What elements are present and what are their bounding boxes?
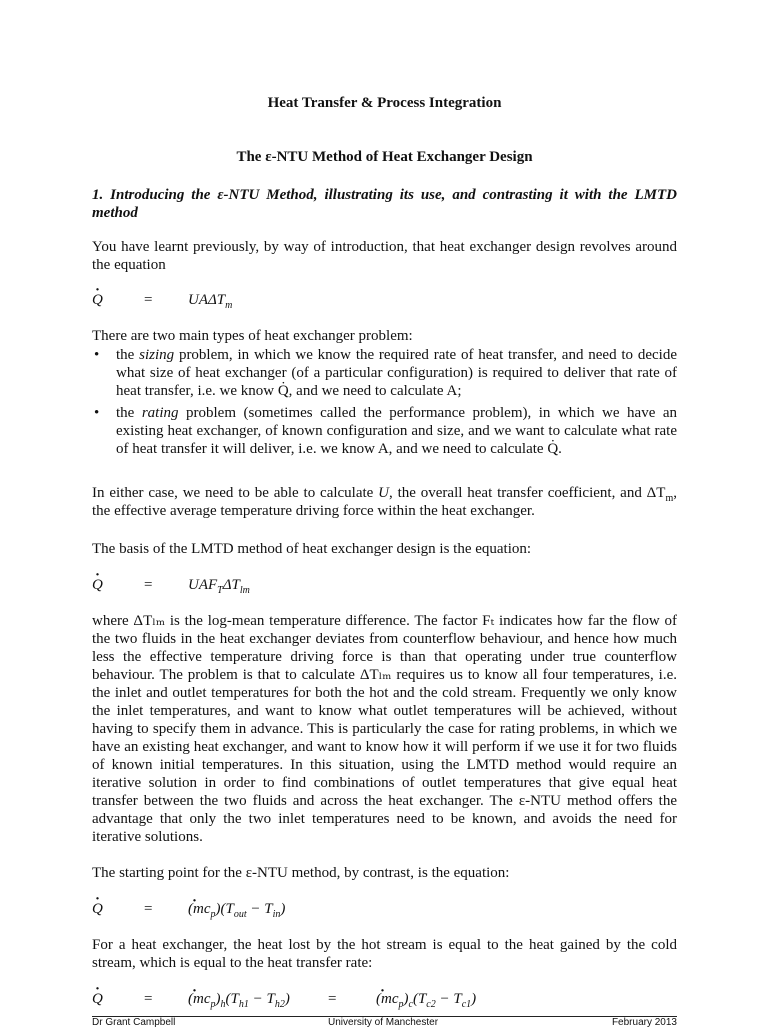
equation-entu-start bbox=[92, 900, 677, 924]
eq3-close: ) bbox=[280, 901, 286, 917]
eq4-cold-c: c bbox=[408, 999, 413, 1010]
section-heading: 1. Introducing the ε-NTU Method, illustrating its use, and contrasting it with the LMTD method bbox=[92, 187, 677, 221]
eq4-lhs: · Q bbox=[92, 990, 103, 1008]
eq1-rhs bbox=[188, 291, 232, 309]
eq2-rhs-a: UAF bbox=[188, 577, 218, 593]
either-case-c: , the effective average temperature driving force within the heat exchanger. bbox=[92, 485, 677, 519]
eq4-cold-t: (T bbox=[412, 991, 427, 1007]
bullet-rating-post: problem (sometimes called the performance problem), in which we have an existing heat exchanger, of known configuration and size, and we want to calculate what rate of heat transfer it will deliver, i.e. we know A, and we need to calculate Q̇. bbox=[116, 405, 677, 457]
eq4-hot-paren: ) bbox=[284, 991, 290, 1007]
eq4-hot-minus: − T bbox=[248, 991, 275, 1007]
intro-paragraph: You have learnt previously, by way of introduction, that heat exchanger design revolves around the equation bbox=[92, 239, 677, 273]
lmtd-explanation-paragraph: where ΔTₗₘ is the log-mean temperature difference. The factor Fₜ indicates how far the flow of the two fluids in the heat exchanger deviates from counterflow behaviour, and hence how much less the effective temperature driving force is than that operating under true counterflow behaviour. The problem is that to calculate ΔTₗₘ requires us to know all four temperatures, i.e. the inlet and outlet temperatures for both the hot and the cold stream. Frequently we only know the inlet temperatures, and want to know what outlet temperatures will be achieved, without having to specify them in advance. This is particularly the case for rating problems, in which we have an existing heat exchanger, and want to know how it will perform if we use it for two fluids of known initial temperatures. In this situation, using the LMTD method would require an iterative solution in order to find combinations of outlet temperatures that give equal heat transfer between the two fluids and across the heat exchanger. The ε-NTU method offers the advantage that only the two inlet temperatures need to be known, and avoids the need for iterative solutions. bbox=[92, 613, 677, 845]
eq4-cold-mc: · (mc bbox=[376, 990, 399, 1008]
eq2-equals: = bbox=[144, 577, 153, 593]
eq2-rhs-b: ΔT bbox=[222, 577, 240, 593]
bullet-rating bbox=[92, 404, 677, 458]
eq1-lhs: · Q bbox=[92, 291, 103, 309]
eq4-hot-mc: · (mc bbox=[188, 990, 211, 1008]
eq1-equals: = bbox=[144, 292, 153, 308]
eq3-minus: − T bbox=[246, 901, 273, 917]
eq4-hot-term bbox=[188, 990, 290, 1008]
document-title: The ε-NTU Method of Heat Exchanger Design bbox=[236, 149, 533, 165]
eq4-hot-close: ) bbox=[215, 991, 221, 1007]
entu-start-paragraph: The starting point for the ε-NTU method, by contrast, is the equation: bbox=[92, 865, 510, 881]
course-title: Heat Transfer & Process Integration bbox=[267, 95, 502, 111]
eq1-rhs-main: UAΔT bbox=[188, 292, 226, 308]
eq4-equals-2: = bbox=[328, 991, 337, 1007]
eq3-sub-out: out bbox=[233, 909, 247, 920]
eq4-hot-t: (T bbox=[225, 991, 239, 1007]
eq4-cold-term bbox=[376, 990, 476, 1008]
eq4-cold-paren: ) bbox=[471, 991, 477, 1007]
bullet-sizing-term: sizing bbox=[139, 347, 175, 363]
page-footer bbox=[92, 1016, 677, 1027]
either-case-b: , the overall heat transfer coefficient, and ΔT bbox=[389, 485, 666, 501]
eq3-sub-p: p bbox=[210, 909, 216, 920]
eq3-lhs: · Q bbox=[92, 900, 103, 918]
either-case-u: U bbox=[378, 485, 390, 501]
eq2-rhs-sub1: T bbox=[217, 585, 223, 596]
eq2-rhs-sub2: lm bbox=[239, 585, 250, 596]
bullet-sizing bbox=[92, 346, 677, 400]
problem-types-list bbox=[92, 346, 677, 460]
equation-hx-balance bbox=[92, 990, 677, 1014]
eq3-mc: · (mc bbox=[188, 900, 211, 918]
hx-balance-paragraph: For a heat exchanger, the heat lost by the hot stream is equal to the heat gained by the cold stream, which is equal to the heat transfer rate: bbox=[92, 937, 677, 971]
bullet-rating-term: rating bbox=[141, 405, 179, 421]
bullet-rating-pre: the bbox=[116, 405, 142, 421]
footer-institution: University of Manchester bbox=[328, 1017, 439, 1028]
either-case-sub: m bbox=[665, 493, 674, 504]
bullet-sizing-pre: the bbox=[116, 347, 140, 363]
eq1-rhs-sub: m bbox=[225, 300, 233, 311]
footer-date: February 2013 bbox=[611, 1017, 677, 1028]
eq4-hot-h: h bbox=[220, 999, 226, 1010]
eq4-tc2: c2 bbox=[426, 999, 436, 1010]
eq4-cold-close: ) bbox=[403, 991, 409, 1007]
eq3-rhs bbox=[188, 900, 285, 918]
eq4-cold-minus: − T bbox=[435, 991, 462, 1007]
bullet-sizing-post: problem, in which we know the required rate of heat transfer, and need to decide what size of heat exchanger (of a particular configuration) is required to deliver that rate of heat transfer, i.e. we know Q̇, and we need to calculate A; bbox=[116, 347, 677, 399]
equation-lmtd bbox=[92, 576, 677, 600]
eq4-tc1: c1 bbox=[461, 999, 472, 1010]
eq4-hot-p: p bbox=[210, 999, 216, 1010]
footer-author: Dr Grant Campbell bbox=[92, 1017, 176, 1028]
eq3-sub-in: in bbox=[272, 909, 281, 920]
either-case-paragraph bbox=[92, 484, 677, 520]
problem-types-intro: There are two main types of heat exchanger problem: bbox=[92, 328, 413, 344]
either-case-a: In either case, we need to be able to calculate bbox=[92, 485, 379, 501]
equation-heat-rate bbox=[92, 291, 677, 315]
eq4-th1: h1 bbox=[238, 999, 249, 1010]
eq2-lhs: · Q bbox=[92, 576, 103, 594]
eq3-equals: = bbox=[144, 901, 153, 917]
eq3-t: )(T bbox=[215, 901, 234, 917]
eq4-cold-p: p bbox=[398, 999, 404, 1010]
lmtd-basis-paragraph: The basis of the LMTD method of heat exchanger design is the equation: bbox=[92, 541, 532, 557]
eq4-equals-1: = bbox=[144, 991, 153, 1007]
eq2-rhs bbox=[188, 576, 250, 594]
eq4-th2: h2 bbox=[274, 999, 285, 1010]
